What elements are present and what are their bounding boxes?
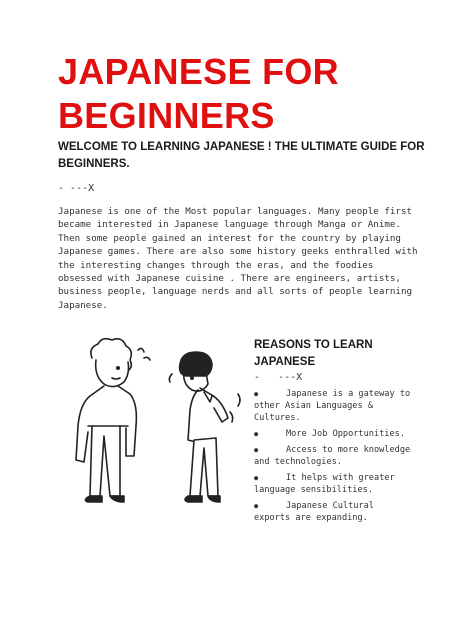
bullet-icon: ●: [254, 390, 259, 398]
list-item-text: Access to more knowledge and technologies.: [254, 445, 411, 467]
two-people-bowing-illustration: [52, 330, 247, 510]
list-item: [254, 472, 414, 496]
reasons-list: [254, 388, 414, 528]
welcome-subtitle: WELCOME TO LEARNING JAPANESE ! THE ULTIMATE GUIDE FOR BEGINNERS.: [58, 141, 425, 170]
bullet-icon: ●: [254, 430, 259, 438]
bullet-icon: ●: [254, 446, 259, 454]
list-item-text: More Job Opportunities.: [286, 429, 405, 439]
intro-paragraph: Japanese is one of the Most popular languages. Many people first became interested in Japanese language through Manga or Anime. Then some people gained an interest for the country by playing Japanese games. There are also some history geeks enthralled with the interesting changes through the eras, and the foodies obsessed with Japanese cuisine . There are engineers, artists, business people, language nerds and all sorts of people learning Japanese.: [58, 206, 418, 311]
list-item-text: It helps with greater language sensibilities.: [254, 473, 395, 495]
reasons-divider: - ---X: [254, 372, 303, 383]
bullet-icon: ●: [254, 474, 259, 482]
list-item-text: Japanese is a gateway to other Asian Languages & Cultures.: [254, 389, 411, 423]
list-item: [254, 500, 414, 524]
list-item: [254, 388, 414, 424]
title-line-1: JAPANESE FOR: [58, 51, 339, 92]
bullet-icon: ●: [254, 502, 259, 510]
reasons-heading: REASONS TO LEARN JAPANESE: [254, 339, 373, 368]
list-item: [254, 444, 414, 468]
title-line-2: BEGINNERS: [58, 95, 275, 136]
page-title: [58, 50, 438, 138]
list-item: [254, 428, 414, 440]
list-item-text: Japanese Cultural exports are expanding.: [254, 501, 374, 523]
section-divider: - ---X: [58, 183, 95, 194]
